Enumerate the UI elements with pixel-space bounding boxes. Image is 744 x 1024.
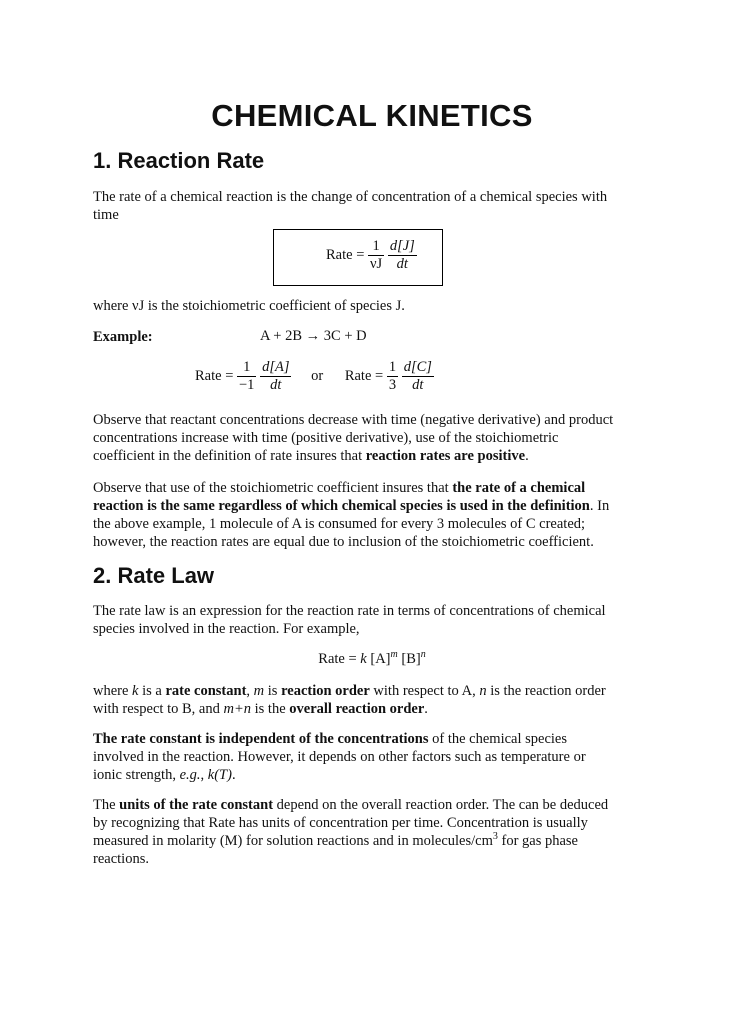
denominator: dt (270, 377, 282, 393)
numerator: 1 (237, 359, 256, 377)
paragraph-line: ionic strength, e.g., k(T). (93, 767, 236, 783)
section-heading-rate-law: 2. Rate Law (93, 563, 215, 588)
paragraph-line: concentrations increase with time (positive derivative), use of the stoichiometric (93, 430, 559, 446)
paragraph-line: measured in molarity (M) for solution reactions and in molecules/$cm^3$ for gas phase (93, 831, 578, 849)
rate-law-intro (93, 602, 655, 638)
page-title: CHEMICAL KINETICS (211, 98, 533, 133)
denominator: νJ (370, 256, 383, 272)
fraction-dA-dt (260, 359, 291, 394)
example-reaction: A + 2B → 3C + D (260, 328, 367, 344)
paragraph-line: species involved in the reaction. For example, (93, 621, 360, 637)
observe-paragraph-2 (93, 479, 655, 551)
paragraph-line: Observe that use of the stoichiometric coefficient insures that the rate of a chemical (93, 480, 586, 496)
paragraph-line: The rate law is an expression for the reaction rate in terms of concentrations of chemical (93, 603, 606, 619)
fraction-one-over-nu (368, 238, 384, 273)
fraction-one-over-minus-one (237, 359, 256, 394)
rate-law-equation: Rate = k $[A]^m$ $[B]^n$ (318, 649, 426, 667)
numerator: d[J] (389, 238, 415, 254)
paragraph-line: The units of the rate constant depend on the overall reaction order. The can be deduced (93, 797, 609, 813)
rate-label: Rate = (195, 368, 234, 384)
numerator: 1 (368, 238, 384, 256)
paragraph-line: however, the reaction rates are equal due to inclusion of the stoichiometric coefficient. (93, 534, 594, 550)
where-nu-text: where νJ is the stoichiometric coefficient of species J. (93, 298, 405, 314)
denominator: dt (396, 256, 408, 272)
denominator: −1 (239, 377, 255, 393)
example-label: Example: (93, 329, 153, 345)
paragraph-line: where k is a rate constant, m is reaction order with respect to A, n is the reaction order (93, 683, 606, 699)
paragraph-line: The rate constant is independent of the concentrations of the chemical species (93, 731, 568, 747)
paragraph-line: reactions. (93, 851, 149, 867)
fraction-one-over-three (387, 359, 398, 394)
rate-label: Rate = (344, 368, 384, 384)
fraction-dC-dt (402, 359, 434, 394)
denominator: dt (412, 377, 424, 393)
observe-paragraph-1 (93, 411, 655, 465)
paragraph-line: by recognizing that Rate has units of concentration per time. Concentration is usually (93, 815, 588, 831)
paragraph-line: with respect to B, and m+n is the overall reaction order. (93, 701, 428, 717)
fraction-dJ-dt (388, 238, 417, 273)
numerator: 1 (388, 359, 397, 375)
intro-line: time (93, 207, 119, 223)
paragraph-line: reaction is the same regardless of which chemical species is used in the definition. In (93, 498, 610, 514)
paragraph-line: Observe that reactant concentrations decrease with time (negative derivative) and product (93, 412, 614, 428)
boxed-rate-equation (273, 229, 443, 286)
section-heading-reaction-rate: 1. Reaction Rate (93, 148, 265, 173)
or-text: or (311, 368, 324, 384)
rate-constant-independence-paragraph (93, 730, 655, 784)
intro-line: The rate of a chemical reaction is the change of concentration of a chemical species with (93, 189, 608, 205)
paragraph-line: the above example, 1 molecule of A is consumed for every 3 molecules of C created; (93, 516, 586, 532)
rate-constant-units-paragraph (93, 796, 655, 868)
rate-law-definitions (93, 682, 655, 718)
example-rate-equations (195, 359, 434, 394)
numerator: d[C] (403, 359, 432, 375)
paragraph-line: coefficient in the definition of rate insures that reaction rates are positive. (93, 448, 529, 464)
intro-paragraph (93, 188, 655, 224)
paragraph-line: involved in the reaction. However, it depends on other factors such as temperature or (93, 749, 586, 765)
numerator: d[A] (262, 359, 290, 375)
denominator: 3 (388, 377, 397, 393)
rate-label: Rate = (326, 247, 365, 263)
